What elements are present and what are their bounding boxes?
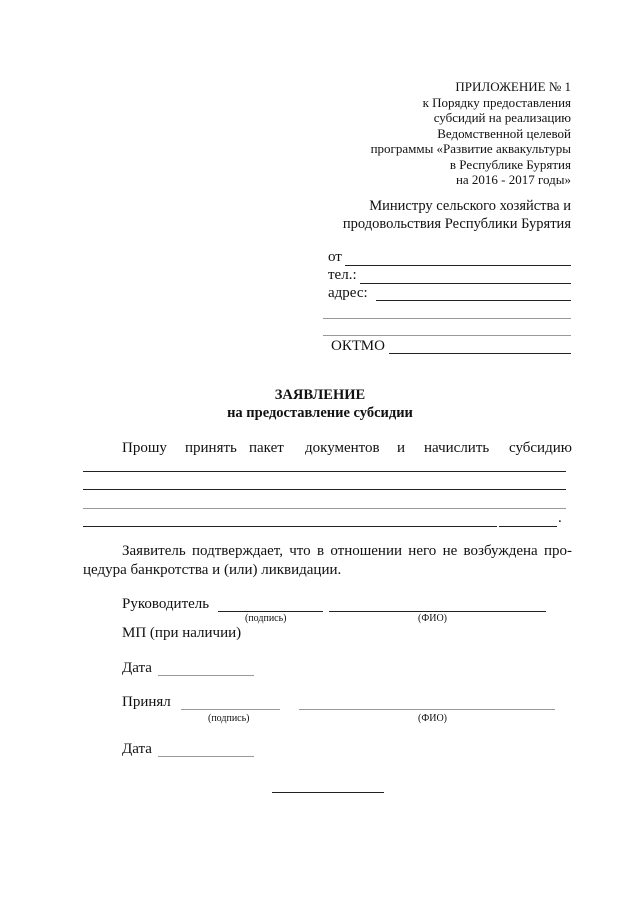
request-word: и (397, 440, 406, 456)
oktmo-label: ОКТМО (331, 338, 385, 354)
signature-hint: (подпись) (245, 613, 287, 624)
annex-line: программы «Развитие аквакультуры (370, 141, 571, 156)
addressee-block (343, 197, 571, 233)
accepted-signature-field[interactable] (181, 709, 280, 710)
accepted-signature-hint: (подпись) (208, 713, 250, 724)
address-label: адрес: (328, 285, 368, 301)
annex-line: субсидий на реализацию (433, 110, 571, 125)
request-blank-line[interactable] (499, 526, 557, 527)
phone-field[interactable] (360, 283, 571, 284)
address-field[interactable] (376, 300, 571, 301)
annex-line: в Республике Бурятия (449, 156, 571, 172)
request-blank-line[interactable] (83, 526, 497, 527)
phone-label: тел.: (328, 267, 357, 283)
request-word: принять (185, 440, 237, 456)
request-word: начислить (424, 440, 490, 456)
head-name-field[interactable] (329, 611, 546, 612)
request-end-period: . (558, 510, 562, 526)
request-blank-line[interactable] (83, 471, 566, 472)
accepted-label: Принял (122, 694, 171, 710)
date2-label: Дата (122, 741, 152, 757)
closing-rule (272, 792, 384, 793)
head-label: Руководитель (122, 596, 210, 612)
date-label: Дата (122, 660, 152, 676)
date-field[interactable] (158, 675, 254, 676)
request-word: Прошу (122, 440, 167, 456)
annex-line: Ведомственной целевой (437, 125, 571, 141)
name-hint: (ФИО) (418, 613, 448, 624)
annex-line: к Порядку предоставления (422, 94, 571, 110)
confirmation-line-2: цедура банкротства и (или) ликвидации. (83, 562, 342, 578)
request-word: документов (305, 440, 380, 456)
addressee-line: продовольствия Республики Бурятия (342, 216, 571, 232)
accepted-name-hint: (ФИО) (418, 713, 448, 724)
address-extra-field[interactable] (323, 318, 571, 319)
annex-block (371, 79, 571, 188)
date2-field[interactable] (158, 756, 254, 757)
annex-line: ПРИЛОЖЕНИЕ № 1 (455, 79, 571, 94)
document-title: ЗАЯВЛЕНИЕ (274, 387, 366, 403)
from-field[interactable] (345, 265, 571, 266)
request-blank-line[interactable] (83, 508, 566, 509)
address-extra-field[interactable] (323, 335, 571, 336)
from-label: от (328, 249, 342, 265)
request-blank-line[interactable] (83, 489, 566, 490)
addressee-line: Министру сельского хозяйства и (369, 198, 571, 214)
annex-line: на 2016 - 2017 годы» (455, 172, 571, 187)
confirmation-line-1: Заявитель подтверждает, что в отношении него не возбуждена про- (122, 543, 572, 559)
oktmo-field[interactable] (389, 353, 571, 354)
seal-label: МП (при наличии) (122, 625, 242, 641)
document-subtitle: на предоставление субсидии (227, 405, 413, 421)
accepted-name-field[interactable] (299, 709, 555, 710)
request-word: субсидию (509, 440, 572, 456)
head-signature-field[interactable] (218, 611, 323, 612)
request-word: пакет (249, 440, 284, 456)
